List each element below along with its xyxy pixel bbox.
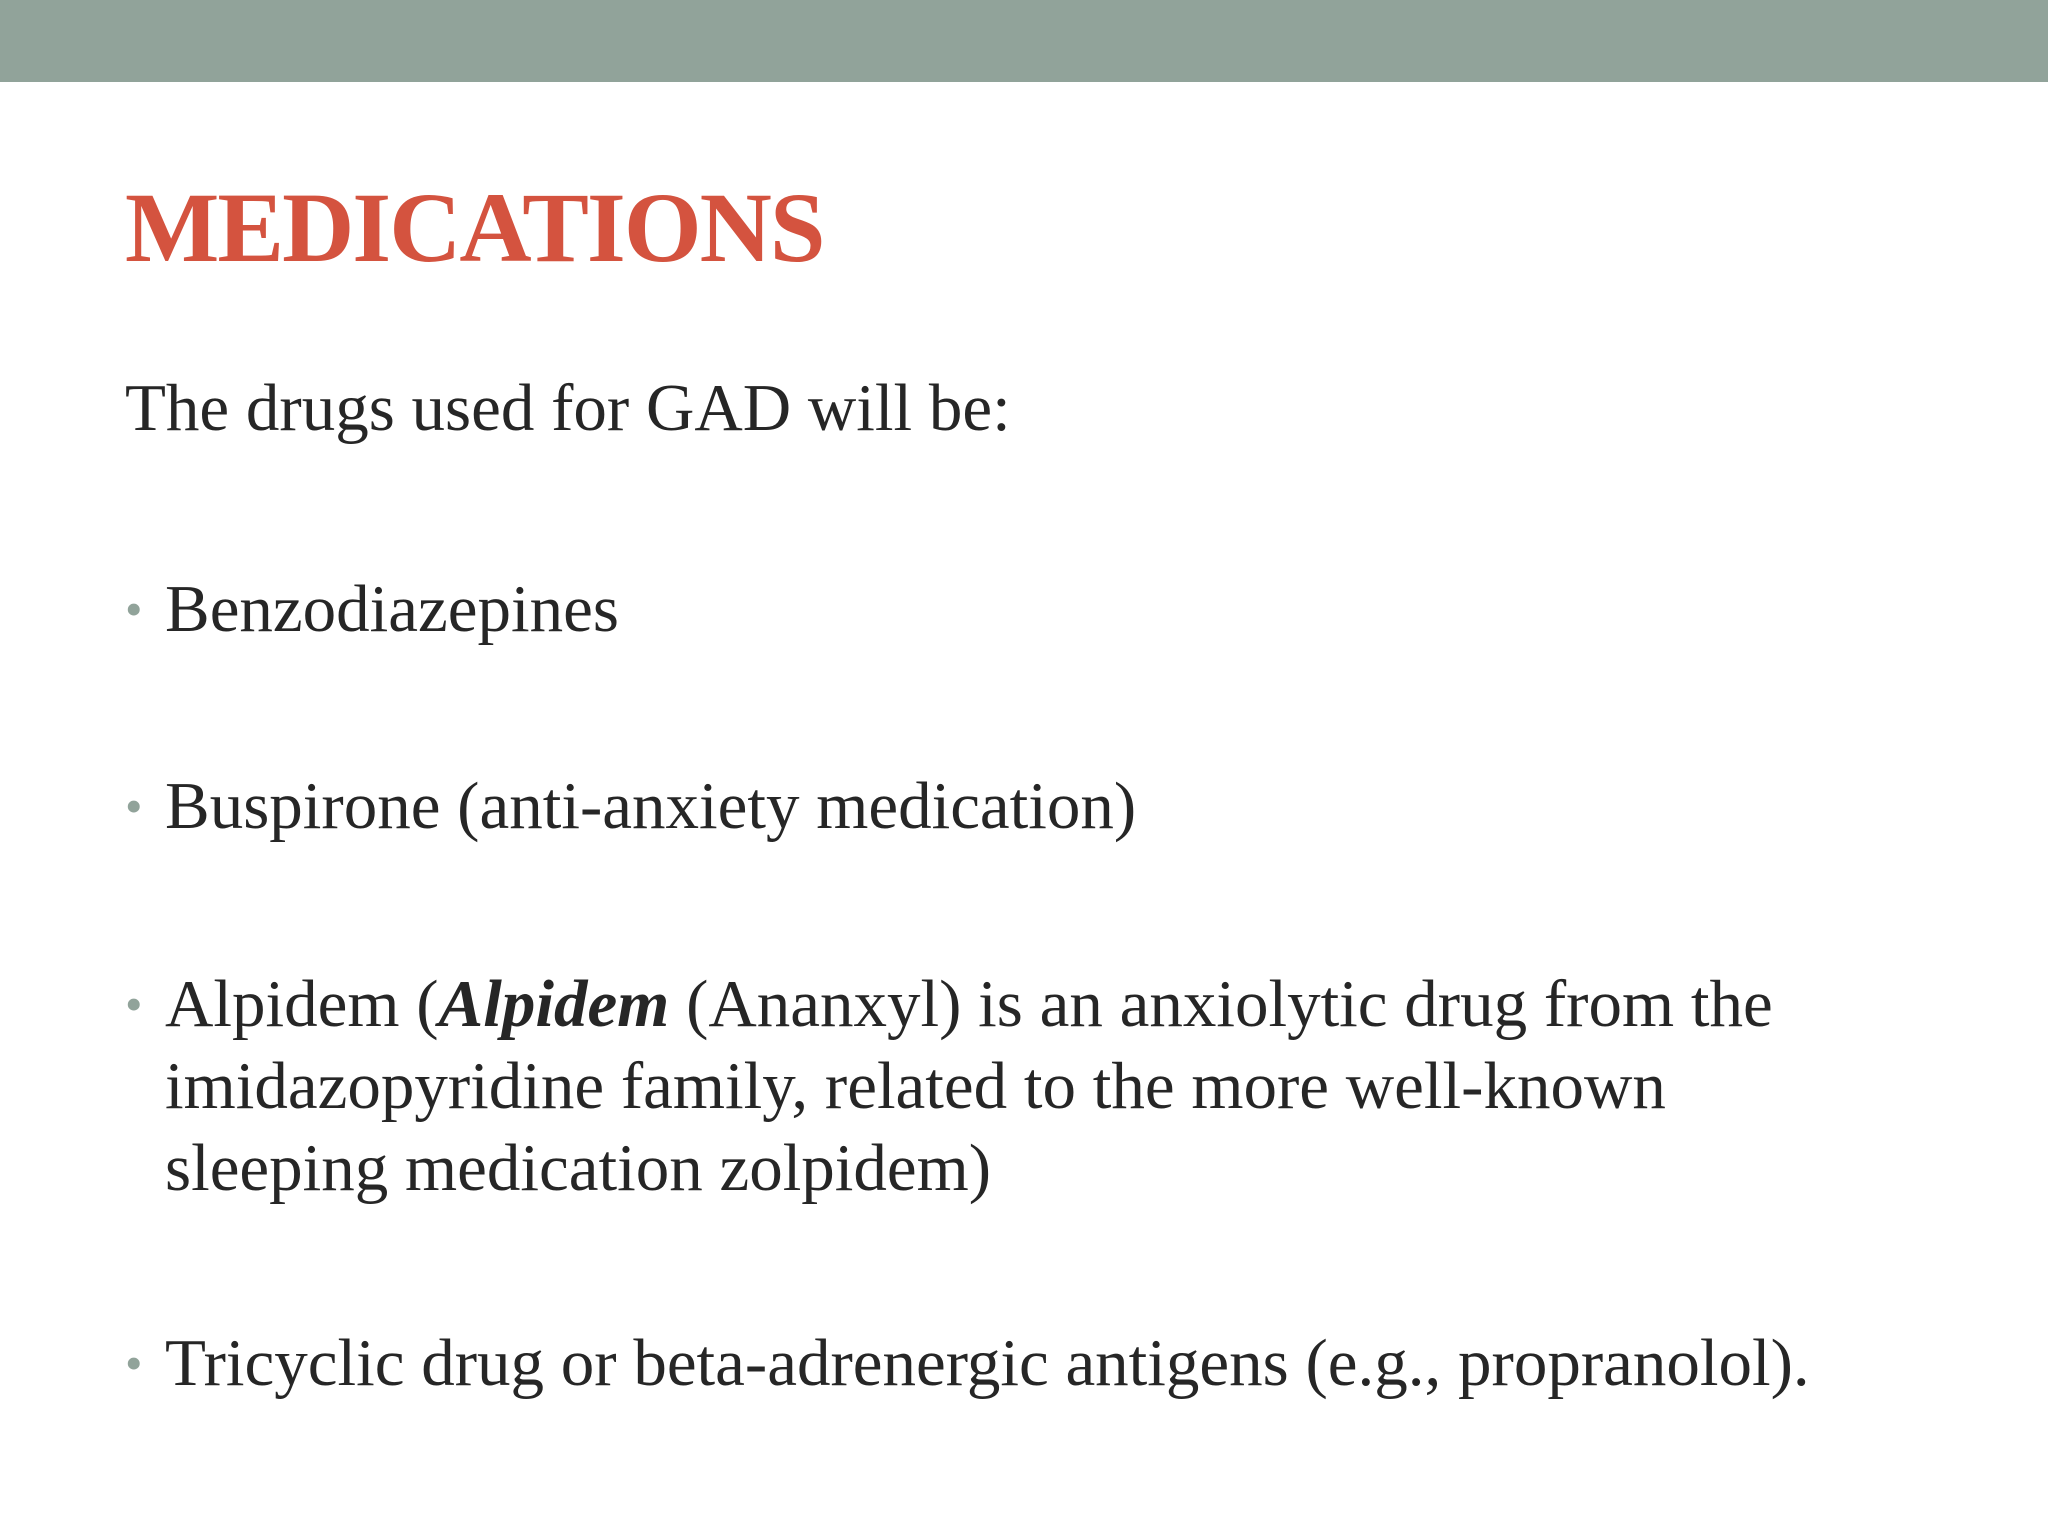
list-item bbox=[125, 963, 1865, 1209]
bullet-icon: • bbox=[125, 778, 143, 834]
bullet-text-rest: (Ananxyl) is an anxiolytic drug from the imidazopyridine family, related to the more well-known sleeping medication zolpidem) bbox=[165, 967, 1773, 1205]
bullet-icon: • bbox=[125, 976, 143, 1032]
intro-text: The drugs used for GAD will be: bbox=[125, 371, 1011, 445]
bullet-icon: • bbox=[125, 1335, 143, 1391]
bullet-text-prefix: Alpidem ( bbox=[165, 967, 439, 1041]
bullet-icon: • bbox=[125, 581, 143, 637]
bullet-text: Tricyclic drug or beta-adrenergic antigens (e.g., propranolol). bbox=[165, 1326, 1810, 1400]
slide-title: MEDICATIONS bbox=[125, 172, 824, 283]
bullet-text-emphasis: Alpidem bbox=[438, 967, 670, 1041]
top-accent-band bbox=[0, 0, 2048, 82]
bullet-text bbox=[165, 963, 1865, 1209]
list-item bbox=[125, 1322, 1865, 1404]
list-item bbox=[125, 765, 1865, 847]
bullet-text: Benzodiazepines bbox=[165, 572, 619, 646]
bullet-text: Buspirone (anti-anxiety medication) bbox=[165, 769, 1137, 843]
list-item bbox=[125, 568, 1865, 650]
